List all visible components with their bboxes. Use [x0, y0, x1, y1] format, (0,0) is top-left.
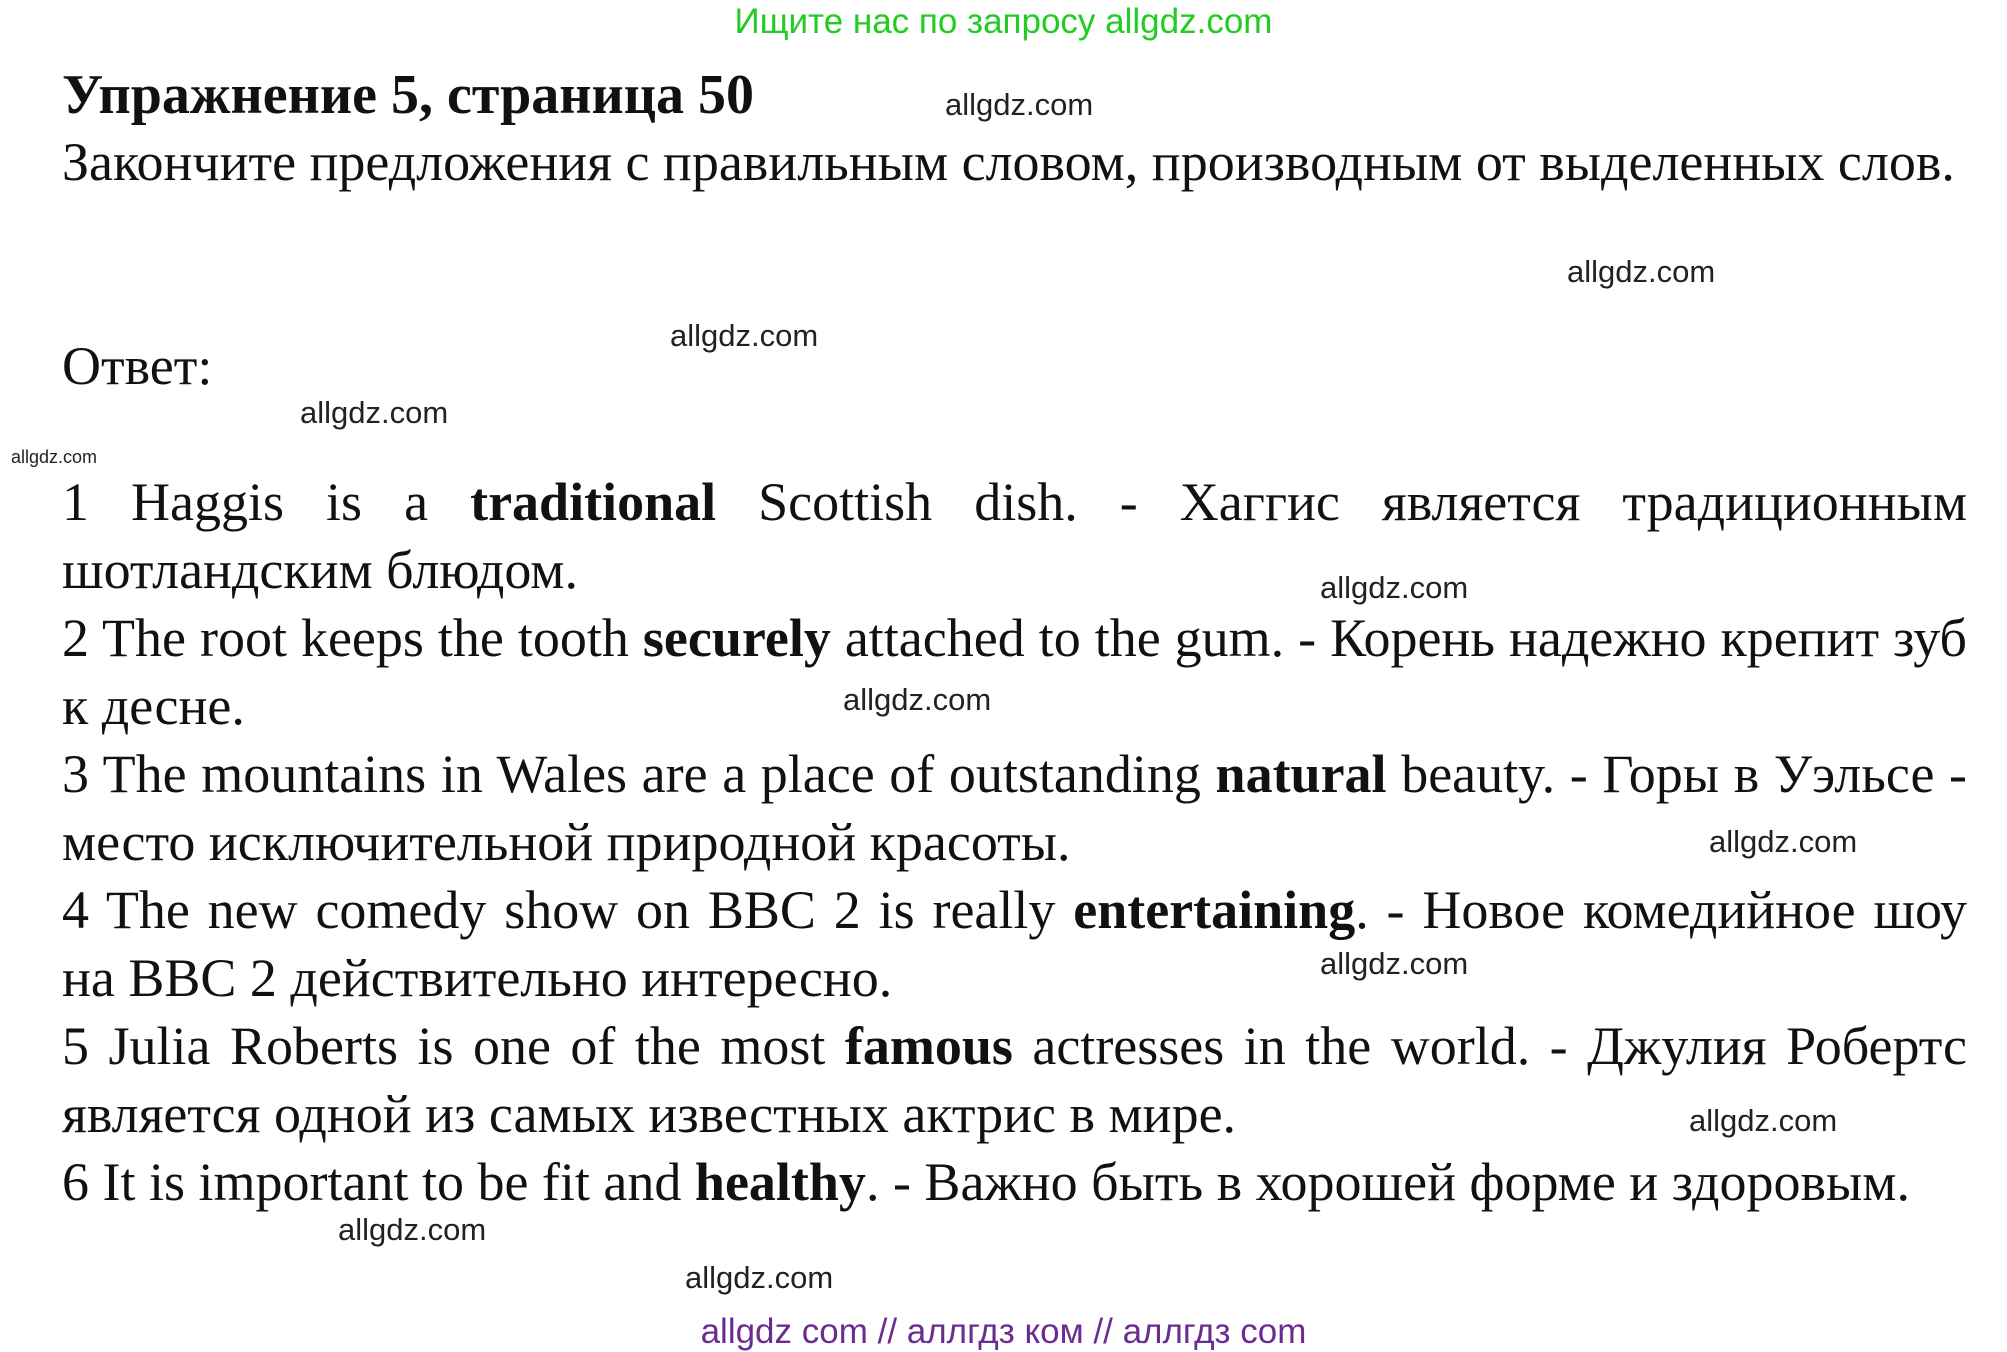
top-banner: Ищите нас по запросу allgdz.com — [734, 2, 1273, 41]
answer-keyword: securely — [642, 608, 831, 668]
answer-keyword: traditional — [470, 472, 717, 532]
watermark: allgdz.com — [1320, 570, 1469, 605]
answer-text-after: . - Важно быть в хорошей форме и здоровым. — [865, 1152, 1910, 1212]
answer-item-5 — [62, 1012, 1967, 1148]
answer-number: 1 — [62, 472, 89, 532]
watermark: allgdz.com — [300, 395, 449, 430]
answer-text-before: Haggis is a — [131, 472, 429, 532]
answer-text-before: The mountains in Wales are a place of outstanding — [102, 744, 1201, 804]
answer-text-before: The new comedy show on BBC 2 is really — [105, 880, 1056, 940]
answer-text-after: beauty. - Горы в Уэльсе - место исключительной природной красоты. — [62, 744, 1968, 872]
watermark: allgdz.com — [685, 1260, 834, 1295]
answer-number: 6 — [62, 1152, 89, 1212]
watermark: allgdz.com — [338, 1212, 487, 1247]
answer-item-3 — [62, 740, 1967, 876]
bottom-banner: allgdz com // аллгдз ком // аллгдз com — [700, 1312, 1307, 1351]
instruction-text: Закончите предложения с правильным словом, производным от выделенных слов. — [62, 132, 1955, 192]
watermark: allgdz.com — [11, 447, 98, 467]
answer-number: 4 — [62, 880, 89, 940]
answer-text-before: The root keeps the tooth — [102, 608, 629, 668]
watermark: allgdz.com — [1567, 254, 1716, 289]
page-title: Упражнение 5, страница 50 — [62, 64, 755, 126]
answer-number: 3 — [62, 744, 89, 804]
answer-label: Ответ: — [62, 336, 213, 396]
answer-text-after: attached to the gum. - Корень надежно крепит зуб к десне. — [62, 608, 1968, 736]
watermark: allgdz.com — [945, 87, 1094, 122]
answer-keyword: healthy — [694, 1152, 866, 1212]
watermark: allgdz.com — [1709, 824, 1858, 859]
answer-item-2 — [62, 604, 1967, 740]
answer-text-before: It is important to be fit and — [102, 1152, 682, 1212]
answer-text-after: Scottish dish. - Хаггис является традиционным шотландским блюдом. — [62, 472, 1968, 600]
answer-keyword: entertaining — [1073, 880, 1356, 940]
watermark: allgdz.com — [843, 682, 992, 717]
answer-item-1 — [62, 468, 1967, 604]
answer-number: 2 — [62, 608, 89, 668]
answer-item-6 — [62, 1148, 1967, 1216]
answer-text-after: actresses in the world. - Джулия Робертс является одной из самых известных актрис в мире. — [62, 1016, 1968, 1144]
watermark: allgdz.com — [1320, 946, 1469, 981]
answer-item-4 — [62, 876, 1967, 1012]
watermark: allgdz.com — [670, 318, 819, 353]
answer-text-after: . - Новое комедийное шоу на BBC 2 действительно интересно. — [62, 880, 1967, 1008]
watermark: allgdz.com — [1689, 1103, 1838, 1138]
answer-number: 5 — [62, 1016, 89, 1076]
answer-keyword: famous — [844, 1016, 1013, 1076]
answer-keyword: natural — [1215, 744, 1387, 804]
answer-text-before: Julia Roberts is one of the most — [108, 1016, 826, 1076]
